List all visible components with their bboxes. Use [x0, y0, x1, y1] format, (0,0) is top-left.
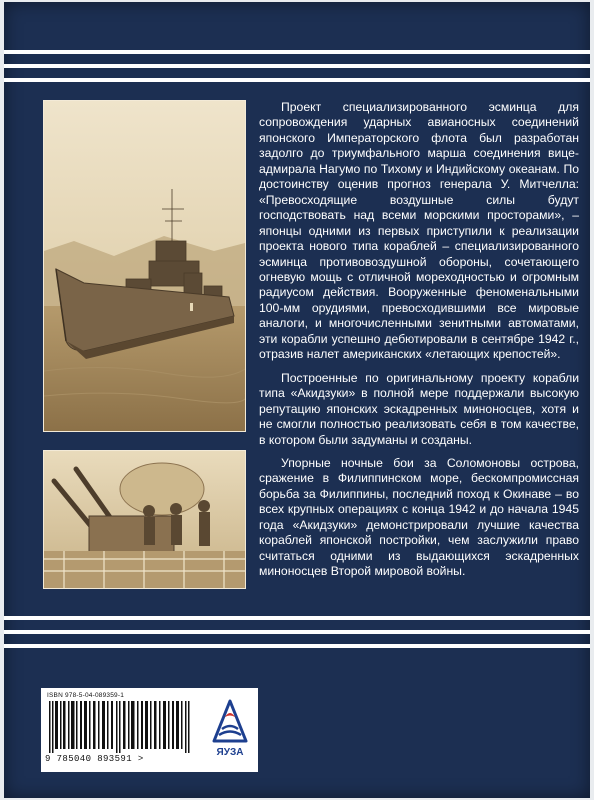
- yauza-logo-icon: [208, 695, 252, 747]
- annotation-paragraph-1: Проект специализированного эсминца для сопровождения ударных авианосных соединений японского Императорского флота был разработан задолго до триумфального марша соединения вице-адмирала Нагумо по Тихому и Индийскому океанам. По достоинству оценив прогноз генерала У. Митчелла: «Превосходящие воздушные силы будут господствовать над всеми морскими просторами», – японцы одними из первых приступили к реализации проекта нового типа кораблей – специализированного эсминца противовоздушной обороны, сочетающего огневую мощь с отличной мореходностью и огромным радиусом действия. Вооруженные феноменальными 100-мм орудиями, превосходившими все мировые аналоги, и многочисленными зенитными автоматами, эти корабли успешно дебютировали в сентябре 1942 г., отразив налет американских «летающих крепостей».: [259, 100, 579, 362]
- annotation-text: [259, 100, 579, 588]
- publisher-logo: [208, 695, 252, 765]
- publisher-logo-text: ЯУЗА: [216, 747, 244, 758]
- annotation-paragraph-3: Упорные ночные бои за Соломоновы острова, сражение в Филиппинском море, бескомпромиссная борьба за Филиппины, последний поход к Окинаве – во всех крупных операциях с конца 1942 и до начала 1945 года «Акидзуки» демонстрировали лучшие качества кораблей японской постройки, чем заслужили право считаться одними из выдающихся эскадренных миноносцев Второй мировой войны.: [259, 455, 579, 579]
- top-stripe-3: [4, 78, 590, 82]
- annotation-paragraph-2: Построенные по оригинальному проекту корабли типа «Акидзуки» в полной мере поддержали высокую репутацию японских эскадренных миноносцев, хотя и не смогли полностью реализовать себя в том качестве, в котором были задуманы и созданы.: [259, 370, 579, 447]
- bottom-stripe-3: [4, 644, 590, 648]
- book-back-cover: [4, 2, 590, 798]
- bottom-stripe-1: [4, 616, 590, 620]
- top-stripe-1: [4, 50, 590, 54]
- destroyer-photo: [43, 100, 246, 432]
- bottom-stripe-2: [4, 630, 590, 634]
- deck-crew-photo: [43, 450, 246, 589]
- isbn-label: ISBN 978-5-04-089359-1: [47, 692, 125, 699]
- barcode-digits: 9 785040 893591 >: [45, 754, 144, 764]
- top-stripe-2: [4, 64, 590, 68]
- barcode-icon: [47, 701, 197, 753]
- barcode-panel: [41, 688, 258, 772]
